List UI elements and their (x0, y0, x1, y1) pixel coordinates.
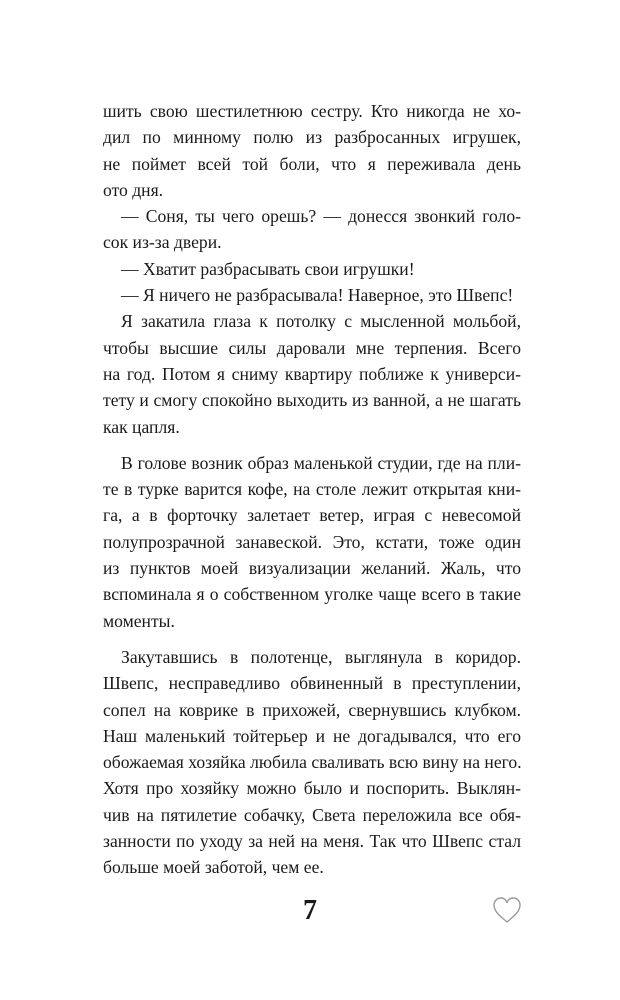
text-line: В голове возник образ маленькой студии, где на пли- (121, 452, 521, 473)
text-line: — Соня, ты чего орешь? — донесся звонкий голо- (121, 206, 521, 227)
text-line: полупрозрачной занавеской. Это, кстати, тоже один (103, 531, 521, 552)
text-line: чив на пятилетие собачку, Света переложила все обя- (103, 804, 521, 825)
paragraph-3 (103, 256, 521, 282)
text-line: моменты. (103, 610, 175, 631)
text-line: Швепс, несправедливо обвиненный в преступлении, (103, 673, 521, 694)
text-line: тету и смогу спокойно выходить из ванной, а не шагать (103, 390, 521, 411)
text-line: га, а в форточку залетает ветер, играя с невесомой (103, 505, 521, 526)
body-text (103, 98, 521, 881)
text-line: чтобы высшие силы даровали мне терпения. Всего (103, 337, 521, 358)
paragraph-4 (103, 282, 521, 308)
text-line: дил по минному полю из разбросанных игрушек, (103, 127, 521, 148)
text-line: Наш маленький тойтерьер и не догадывался, что его (103, 725, 521, 746)
text-line: шить свою шестилетнюю сестру. Кто никогда не хо- (103, 101, 521, 121)
paragraph-2 (103, 203, 521, 256)
text-line: больше моей заботой, чем ее. (103, 857, 324, 878)
text-line: на год. Потом я сниму квартиру поближе к универси- (103, 363, 521, 384)
text-line: обожаемая хозяйка любила сваливать всю вину на него. (103, 752, 522, 773)
text-line: вспоминала я о собственном уголке чаще всего в такие (103, 584, 521, 605)
paragraph-1 (103, 98, 521, 203)
paragraph-7 (103, 644, 521, 881)
text-line: Закутавшись в полотенце, выглянула в коридор. (121, 646, 521, 667)
text-line: ото дня. (103, 179, 164, 200)
text-line: сок из-за двери. (103, 232, 222, 253)
text-line: не поймет всей той боли, что я переживала день (103, 153, 521, 174)
text-line: как цапля. (103, 416, 180, 437)
text-line: Хотя про хозяйку можно было и поспорить. Выклян- (103, 778, 521, 799)
page-number: 7 (303, 895, 317, 926)
text-line: — Хватит разбрасывать свои игрушки! (121, 258, 415, 279)
text-line: Я закатила глаза к потолку с мысленной мольбой, (121, 311, 521, 332)
paragraph-6 (103, 450, 521, 634)
text-line: те в турке варится кофе, на столе лежит открытая кни- (103, 479, 521, 500)
text-line: из пунктов моей визуализации желаний. Жаль, что (103, 558, 521, 579)
paragraph-5 (103, 308, 521, 439)
text-line: занности по уходу за ней на меня. Так что Швепс стал (103, 831, 521, 852)
heart-outline-icon (491, 895, 523, 925)
text-line: сопел на коврике в прихожей, свернувшись клубком. (103, 699, 521, 720)
text-line: — Я ничего не разбрасывала! Наверное, это Швепс! (121, 285, 514, 306)
